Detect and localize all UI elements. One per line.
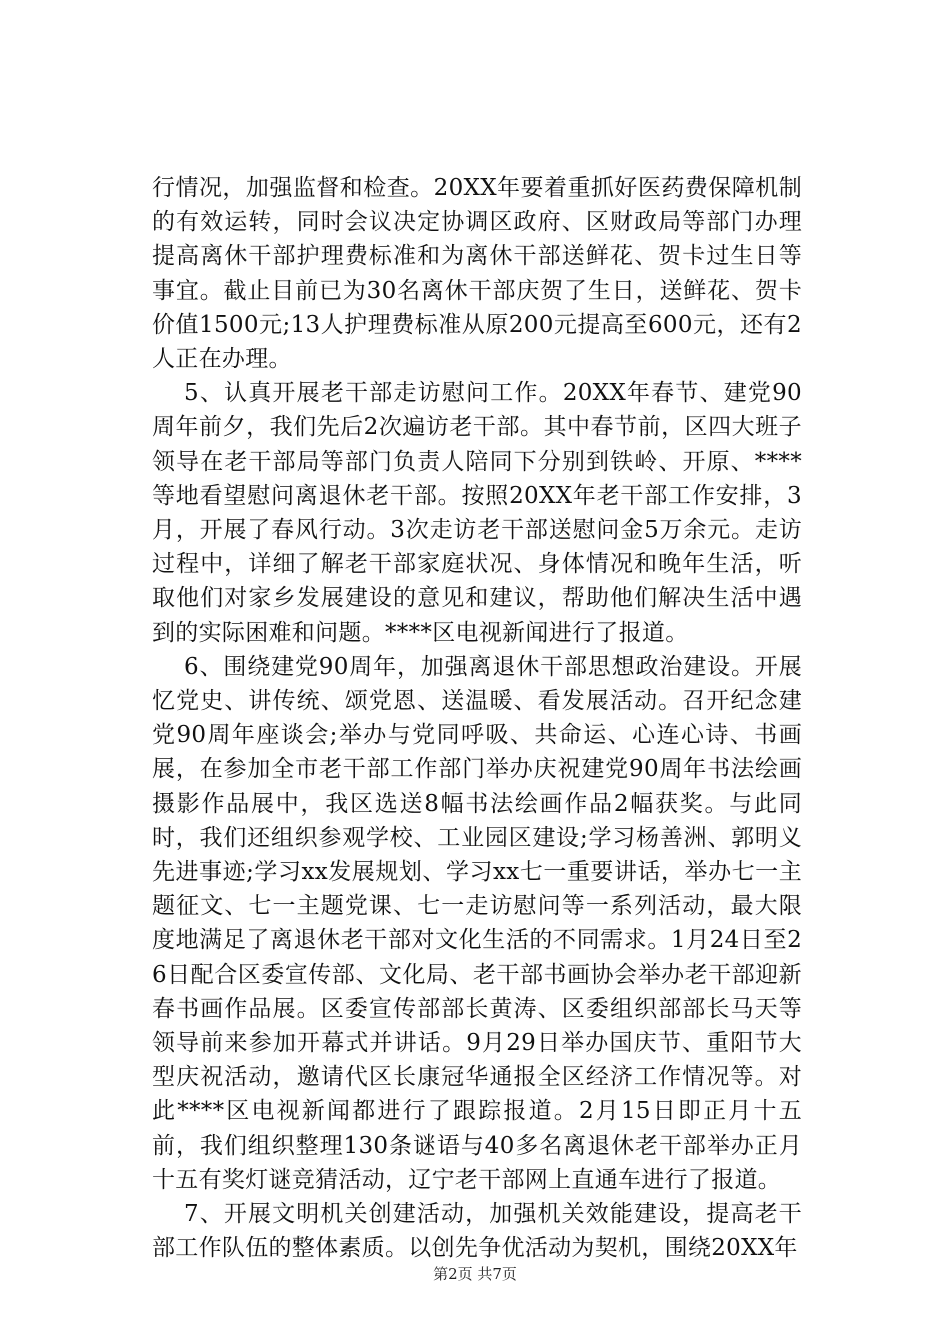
paragraph-item-5: 5、认真开展老干部走访慰问工作。20XX年春节、建党90周年前夕，我们先后2次遍访老干部。其中春节前，区四大班子领导在老干部局等部门负责人陪同下分别到铁岭、开原、****等地看望慰问离退休老干部。按照20XX年老干部工作安排，3月，开展了春风行动。3次走访老干部送慰问金5万余元。走访过程中，详细了解老干部家庭状况、身体情况和晚年生活，听取他们对家乡发展建设的意见和建议，帮助他们解决生活中遇到的实际困难和问题。****区电视新闻进行了报道。 bbox=[152, 380, 802, 646]
paragraph-item-6: 6、围绕建党90周年，加强离退休干部思想政治建设。开展忆党史、讲传统、颂党恩、送温暖、看发展活动。召开纪念建党90周年座谈会;举办与党同呼吸、共命运、心连心诗、书画展，在参加全市老干部工作部门举办庆祝建党90周年书法绘画摄影作品展中，我区选送8幅书法绘画作品2幅获奖。与此同时，我们还组织参观学校、工业园区建设;学习杨善洲、郭明义先进事迹;学习xx发展规划、学习xx七一重要讲话，举办七一主题征文、七一主题党课、七一走访慰问等一系列活动，最大限度地满足了离退休老干部对文化生活的不同需求。1月24日至26日配合区委宣传部、文化局、老干部书画协会举办老干部迎新春书画作品展。区委宣传部部长黄涛、区委组织部部长马天等领导前来参加开幕式并讲话。9月29日举办国庆节、重阳节大型庆祝活动，邀请代区长康冠华通报全区经济工作情况等。对此****区电视新闻都进行了跟踪报道。2月15日即正月十五前，我们组织整理130条谜语与40多名离退休老干部举办正月十五有奖灯谜竞猜活动，辽宁老干部网上直通车进行了报道。 bbox=[152, 653, 802, 1193]
paragraph-item-7: 7、开展文明机关创建活动，加强机关效能建设，提高老干部工作队伍的整体素质。以创先争优活动为契机，围绕20XX年 bbox=[152, 1201, 802, 1262]
document-body bbox=[152, 171, 802, 1266]
paragraph-continuation: 行情况，加强监督和检查。20XX年要着重抓好医药费保障机制的有效运转，同时会议决定协调区政府、区财政局等部门办理提高离休干部护理费标准和为离休干部送鲜花、贺卡过生日等事宜。截止目前已为30名离休干部庆贺了生日，送鲜花、贺卡价值1500元;13人护理费标准从原200元提高至600元，还有2人正在办理。 bbox=[152, 175, 802, 373]
page-number-footer: 第2页 共7页 bbox=[433, 1265, 517, 1283]
